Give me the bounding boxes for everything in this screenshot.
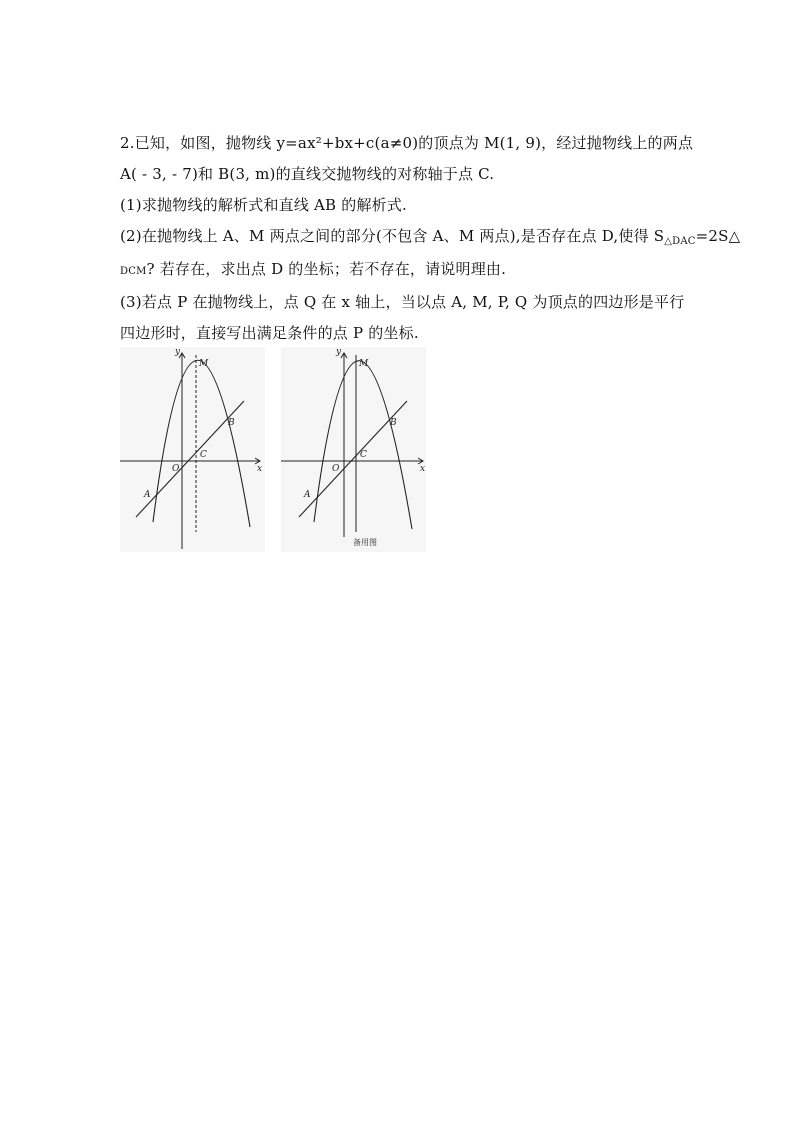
label-x: x: [257, 464, 263, 474]
figure-spare: [281, 347, 426, 552]
part2-subscript-dcm: DCM: [120, 266, 147, 277]
figure-main-graph: [120, 347, 265, 552]
label-c: C: [360, 450, 367, 460]
label-y: y: [336, 347, 342, 357]
label-a: A: [144, 490, 151, 500]
figure-spare-graph: [281, 347, 426, 552]
label-b: B: [390, 418, 397, 428]
problem-part-1: (1)求抛物线的解析式和直线 AB 的解析式.: [120, 196, 408, 214]
label-origin: O: [172, 464, 180, 474]
problem-text: [120, 128, 741, 349]
part2-triangle: △: [728, 227, 741, 245]
part2-text-d: ? 若存在，求出点 D 的坐标；若不存在，请说明理由.: [146, 260, 507, 278]
label-a: A: [304, 490, 311, 500]
label-m: M: [359, 359, 369, 369]
problem-part-2: [120, 221, 741, 254]
part2-text-a: (2)在抛物线上 A、M 两点之间的部分(不包含 A、M 两点),是否存在点 D,使得 S: [120, 227, 665, 245]
label-y: y: [175, 347, 181, 357]
label-b: B: [228, 418, 235, 428]
problem-part-2-cont: [120, 254, 700, 287]
problem-line-2: A( - 3, - 7)和 B(3, m)的直线交抛物线的对称轴于点 C.: [120, 165, 495, 183]
problem-part-3-cont: 四边形时，直接写出满足条件的点 P 的坐标.: [120, 324, 419, 342]
problem-line-1: 2.已知，如图，抛物线 y=ax²+bx+c(a≠0)的顶点为 M(1, 9)，经过抛物线上的两点: [120, 134, 694, 152]
figure-main: [120, 347, 265, 552]
label-x: x: [420, 464, 426, 474]
part2-text-b: =2S: [695, 227, 729, 245]
problem-part-3: (3)若点 P 在抛物线上，点 Q 在 x 轴上，当以点 A, M, P, Q 为顶点的四边形是平行: [120, 293, 685, 311]
caption-spare-figure: 备用图: [353, 538, 377, 547]
part2-subscript-dac: △DAC: [664, 236, 696, 247]
label-m: M: [199, 359, 209, 369]
label-c: C: [200, 450, 207, 460]
label-origin: O: [332, 464, 340, 474]
